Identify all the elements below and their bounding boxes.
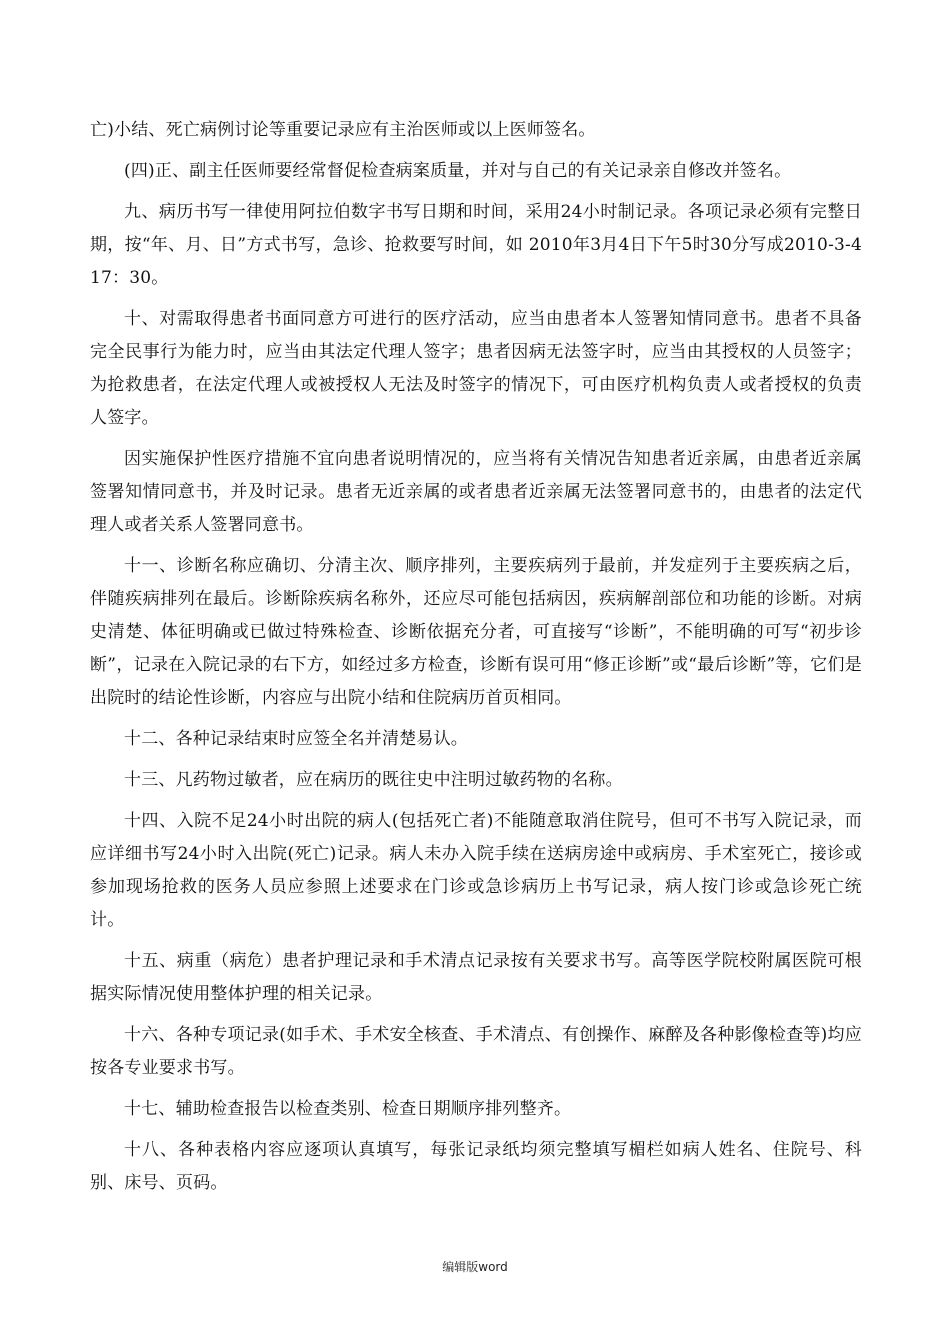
paragraph-item-16: 十六、各种专项记录(如手术、手术安全核查、手术清点、有创操作、麻醉及各种影像检查等)均应按各专业要求书写。 (90, 1025, 862, 1078)
paragraph-item-14: 十四、入院不足24小时出院的病人(包括死亡者)不能随意取消住院号，但可不书写入院记录，而应详细书写24小时入出院(死亡)记录。病人未办入院手续在送病房途中或病房、手术室死亡，接诊或参加现场抢救的医务人员应参照上述要求在门诊或急诊病历上书写记录，病人按门诊或急诊死亡统计。 (90, 811, 862, 930)
paragraph-item-13: 十三、凡药物过敏者，应在病历的既往史中注明过敏药物的名称。 (124, 770, 623, 790)
paragraph-item-9: 九、病历书写一律使用阿拉伯数字书写日期和时间，采用24小时制记录。各项记录必须有完整日期，按“年、月、日”方式书写，急诊、抢救要写时间，如 2010年3月4日下午5时30分写成2010-3-4 17：30。 (90, 202, 880, 288)
document-body (90, 114, 880, 1208)
paragraph-item-12: 十二、各种记录结束时应签全名并清楚易认。 (124, 729, 468, 749)
paragraph-item-17: 十七、辅助检查报告以检查类别、检查日期顺序排列整齐。 (124, 1099, 572, 1119)
paragraph-item-4: (四)正、副主任医师要经常督促检查病案质量，并对与自己的有关记录亲自修改并签名。 (124, 161, 792, 181)
page-footer: 编辑版word (442, 1260, 508, 1274)
paragraph-item-11: 十一、诊断名称应确切、分清主次、顺序排列，主要疾病列于最前，并发症列于主要疾病之后，伴随疾病排列在最后。诊断除疾病名称外，还应尽可能包括病因，疾病解剖部位和功能的诊断。对病史清楚、体征明确或已做过特殊检查、诊断依据充分者，可直接写“诊断”，不能明确的可写“初步诊断”，记录在入院记录的右下方，如经过多方检查，诊断有误可用“修正诊断”或“最后诊断”等，它们是出院时的结论性诊断，内容应与出院小结和住院病历首页相同。 (90, 556, 862, 708)
paragraph-continuation: 亡)小结、死亡病例讨论等重要记录应有主治医师或以上医师签名。 (90, 120, 596, 140)
paragraph-item-10-cont: 因实施保护性医疗措施不宜向患者说明情况的，应当将有关情况告知患者近亲属，由患者近亲属签署知情同意书，并及时记录。患者无近亲属的或者患者近亲属无法签署同意书的，由患者的法定代理人或者关系人签署同意书。 (90, 449, 862, 535)
paragraph-item-15: 十五、病重（病危）患者护理记录和手术清点记录按有关要求书写。高等医学院校附属医院可根据实际情况使用整体护理的相关记录。 (90, 951, 862, 1004)
paragraph-item-10: 十、对需取得患者书面同意方可进行的医疗活动，应当由患者本人签署知情同意书。患者不具备完全民事行为能力时，应当由其法定代理人签字；患者因病无法签字时，应当由其授权的人员签字；为抢救患者，在法定代理人或被授权人无法及时签字的情况下，可由医疗机构负责人或者授权的负责人签字。 (90, 309, 862, 428)
paragraph-item-18: 十八、各种表格内容应逐项认真填写，每张记录纸均须完整填写楣栏如病人姓名、住院号、科别、床号、页码。 (90, 1140, 862, 1193)
